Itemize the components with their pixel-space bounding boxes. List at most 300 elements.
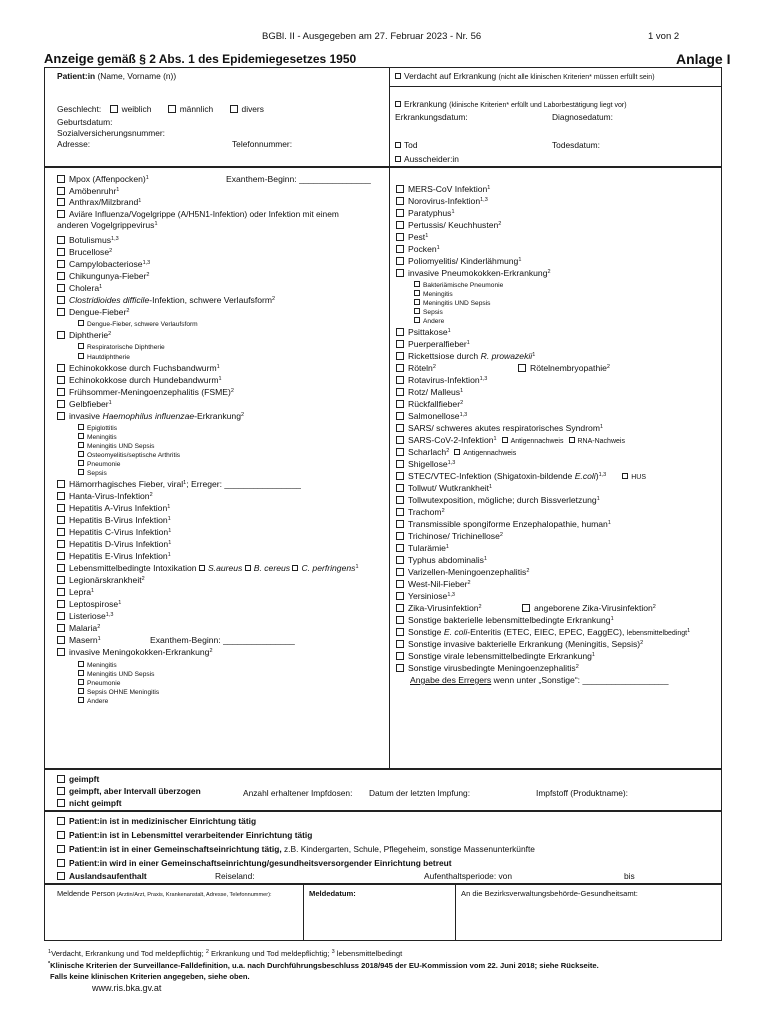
footnote-ref: 2 <box>460 400 464 406</box>
left-item-label: Mpox (Affenpocken) <box>69 174 146 184</box>
right-item-label: Sepsis <box>423 309 443 316</box>
abroad-row: Auslandsaufenthalt <box>57 871 147 881</box>
item-checkbox[interactable] <box>78 320 84 326</box>
item-checkbox[interactable] <box>57 376 65 384</box>
item-checkbox[interactable] <box>414 317 420 323</box>
birthdate-label: Geburtsdatum: <box>57 117 113 127</box>
left-item-label: Clostridioides difficile-Infektion, schwere Verlaufsform <box>69 295 273 305</box>
left-item-16 <box>57 363 220 374</box>
item-checkbox[interactable] <box>78 670 84 676</box>
excreter-checkbox[interactable] <box>395 156 401 162</box>
item-checkbox[interactable] <box>522 604 530 612</box>
left-item-20 <box>57 411 244 422</box>
item-checkbox[interactable] <box>518 364 526 372</box>
left-item-label: Diphtherie <box>69 330 109 340</box>
right-item-2 <box>396 208 455 219</box>
left-item-label: Frühsommer-Meningoenzephalitis (FSME) <box>69 387 231 397</box>
left-item-label: Chikungunya-Fieber <box>69 271 147 281</box>
right-item-label: Sonstige bakterielle lebensmittelbedingte Erkrankung <box>408 615 611 625</box>
reporter-label: Meldende Person (Arztin/Arzt, Praxis, Krankenanstalt, Adresse, Telefonnummer): <box>57 889 272 898</box>
item-checkbox[interactable] <box>292 565 298 571</box>
patient-label: Patient:in (Name, Vorname (n)) <box>57 71 177 81</box>
item-checkbox[interactable] <box>78 343 84 349</box>
footnote-ref: 1 <box>518 257 522 263</box>
footnote-ref: 2 <box>209 648 213 654</box>
left-item-40 <box>57 635 101 646</box>
footnote-ref: 2 <box>478 604 482 610</box>
item-checkbox[interactable] <box>57 552 65 560</box>
item-checkbox[interactable] <box>57 648 65 656</box>
left-item-17 <box>57 375 222 386</box>
left-item-label: Sepsis OHNE Meningitis <box>87 689 160 696</box>
item-checkbox[interactable] <box>396 544 404 552</box>
ssn-label: Sozialversicherungsnummer: <box>57 128 165 138</box>
right-item-label: Trichinose/ Trichinellose <box>408 531 500 541</box>
footnote-ref: 1 <box>460 388 464 394</box>
footnote-ref: 2 <box>652 604 656 610</box>
left-item-label: Malaria <box>69 623 98 633</box>
item-checkbox[interactable] <box>57 540 65 548</box>
footnote-ref: 2 <box>109 248 113 254</box>
patient-box <box>44 67 722 167</box>
suspect-checkbox[interactable] <box>395 73 401 79</box>
excreter-row: Ausscheider:in <box>395 154 459 164</box>
item-checkbox[interactable] <box>414 290 420 296</box>
right-item-label: Angabe des Erregers <box>410 675 492 685</box>
disease-checkbox[interactable] <box>395 101 401 107</box>
right-item-label: Puerperalfieber <box>408 339 467 349</box>
vacc-overdue-checkbox[interactable] <box>57 787 65 795</box>
med-facility-row: Patient:in ist in medizinischer Einrichtung tätig <box>57 816 256 826</box>
left-item-label: Meningitis UND Sepsis <box>87 443 155 450</box>
footnote-ref: 1 <box>687 628 691 634</box>
vacc-yes-row: geimpft <box>57 774 99 784</box>
item-checkbox[interactable] <box>396 640 404 648</box>
right-item-label: Transmissible spongiforme Enzephalopathie, human <box>408 519 608 529</box>
left-item-label: Hepatitis E-Virus Infektion <box>69 551 168 561</box>
right-item-25 <box>396 471 646 483</box>
right-item-label: Psittakose <box>408 327 448 337</box>
footnote-ref: 2 <box>499 532 503 538</box>
right-item-26 <box>396 483 492 494</box>
item-checkbox[interactable] <box>57 612 65 620</box>
right-item-28 <box>396 507 445 518</box>
report-date-label: Meldedatum: <box>309 889 356 898</box>
right-item-label: Sonstige E. coli-Enteritis (ETEC, EIEC, EPEC, EaggEC), lebensmittelbedingt <box>408 627 688 637</box>
left-item-12 <box>78 320 198 330</box>
death-date-label: Todesdatum: <box>552 140 600 150</box>
right-item-label: Röteln <box>408 363 433 373</box>
item-checkbox[interactable] <box>57 296 65 304</box>
left-item-label: Pneumonie <box>87 461 121 468</box>
item-checkbox[interactable] <box>396 257 404 265</box>
item-checkbox[interactable] <box>57 260 65 268</box>
item-checkbox[interactable] <box>57 331 65 339</box>
sex-diverse-checkbox[interactable] <box>230 105 238 113</box>
left-item-label: Andere <box>87 698 109 705</box>
not-vaccinated-checkbox[interactable] <box>57 799 65 807</box>
right-item-14 <box>396 339 470 350</box>
right-item-extra-label: Rötelnembryopathie <box>530 363 607 373</box>
option-label: Antigennachweis <box>510 438 564 445</box>
left-item-label: Amöbenruhr <box>69 185 117 196</box>
dose-count-label: Anzahl erhaltener Impfdosen: <box>243 788 353 798</box>
left-item-0 <box>57 174 149 185</box>
right-item-41 <box>396 663 579 674</box>
footnote-ref: 1 <box>596 496 600 502</box>
item-checkbox[interactable] <box>396 424 404 432</box>
footnote-ref: 1 <box>610 616 614 622</box>
left-item-label: Meningitis UND Sepsis <box>87 671 155 678</box>
footnote-ref: 1 <box>445 544 449 550</box>
country-label: Reiseland: <box>215 871 255 881</box>
item-checkbox[interactable] <box>78 433 84 439</box>
vaccinated-checkbox[interactable] <box>57 775 65 783</box>
right-item-label: STEC/VTEC-Infektion (Shigatoxin-bildende E.coli) <box>408 471 599 481</box>
item-checkbox[interactable] <box>57 492 65 500</box>
item-checkbox[interactable] <box>396 400 404 408</box>
footnote-ref: 1 <box>425 233 429 239</box>
item-checkbox[interactable] <box>57 412 65 420</box>
item-checkbox[interactable] <box>396 496 404 504</box>
annex-label: Anlage I <box>676 51 731 67</box>
item-checkbox[interactable] <box>396 352 404 360</box>
right-item-3 <box>396 220 501 231</box>
footnote-ref: 1,3 <box>480 197 488 203</box>
left-item-label: Gelbfieber <box>69 399 109 409</box>
left-item-38 <box>57 611 113 622</box>
source-url[interactable]: www.ris.bka.gv.at <box>92 983 162 993</box>
footnote-ref: 1 <box>607 520 611 526</box>
left-item-label: Hepatitis D-Virus Infektion <box>69 539 169 549</box>
item-checkbox[interactable] <box>414 308 420 314</box>
left-item-label: invasive Haemophilus influenzae-Erkrankung <box>69 411 241 421</box>
item-checkbox[interactable] <box>396 484 404 492</box>
right-item-label: Meningitis <box>423 291 453 298</box>
authority-label: An die Bezirksverwaltungsbehörde-Gesundheitsamt: <box>461 889 638 898</box>
footnote-ref: 2 <box>640 640 644 646</box>
left-item-41 <box>57 647 213 658</box>
item-checkbox[interactable] <box>57 236 65 244</box>
disease-divider <box>389 167 390 769</box>
item-checkbox[interactable] <box>396 604 404 612</box>
left-item-19 <box>57 399 112 410</box>
item-checkbox[interactable] <box>78 688 84 694</box>
gazette-line: BGBl. II - Ausgegeben am 27. Februar 2023 - Nr. 56 <box>262 31 482 42</box>
left-item-label: Cholera <box>69 283 100 293</box>
footnote-ref: 1 <box>489 484 493 490</box>
item-checkbox[interactable] <box>57 175 65 183</box>
footnote-ref: 1 <box>118 600 122 606</box>
footnote-ref: 2 <box>441 508 445 514</box>
left-item-extra: Exanthem-Beginn: _______________ <box>150 635 295 645</box>
item-checkbox[interactable] <box>78 424 84 430</box>
footnote-ref: 1 <box>183 480 187 486</box>
item-checkbox[interactable] <box>396 556 404 564</box>
item-checkbox[interactable] <box>396 628 404 636</box>
footnote-ref: 1 <box>145 175 149 181</box>
item-checkbox[interactable] <box>569 437 575 443</box>
item-checkbox[interactable] <box>396 532 404 540</box>
left-item-label: Lepra <box>69 587 91 597</box>
footnote-ref: 2 <box>146 272 150 278</box>
left-item-label: Anthrax/Milzbrand <box>69 197 139 207</box>
item-checkbox[interactable] <box>57 600 65 608</box>
footnote-ref: 1 <box>108 400 112 406</box>
footnote-star: *Klinische Kriterien der Surveillance-Falldefinition, u.a. nach Durchführungsbeschluss 2018/945 der EU-Kommission vom 22. Juni 2018; siehe Rückseite. <box>48 961 599 970</box>
item-checkbox[interactable] <box>396 376 404 384</box>
item-checkbox[interactable] <box>396 448 404 456</box>
item-checkbox[interactable] <box>396 388 404 396</box>
food-facility-row: Patient:in ist in Lebensmittel verarbeitender Einrichtung tätig <box>57 830 312 840</box>
right-item-label: Rickettsiose durch R. prowazekii <box>408 351 533 361</box>
left-item-label: invasive Meningokokken-Erkrankung <box>69 647 210 657</box>
footnote-ref: 1 <box>436 245 440 251</box>
right-item-20 <box>396 411 467 422</box>
footnote-ref: 2 <box>446 448 450 454</box>
left-item-2 <box>57 197 141 208</box>
vacc-overdue-row: geimpft, aber Intervall überzogen <box>57 786 201 796</box>
footnote-ref: 2 <box>97 624 101 630</box>
item-checkbox[interactable] <box>396 412 404 420</box>
footnote-ref: 1 <box>466 340 470 346</box>
period-to-label: bis <box>624 871 635 881</box>
item-checkbox[interactable] <box>396 233 404 241</box>
item-checkbox[interactable] <box>396 245 404 253</box>
item-checkbox[interactable] <box>396 460 404 468</box>
abroad-checkbox[interactable] <box>57 872 65 880</box>
item-checkbox[interactable] <box>78 451 84 457</box>
item-checkbox[interactable] <box>414 281 420 287</box>
right-item-label: Rotavirus-Infektion <box>408 375 480 385</box>
item-checkbox[interactable] <box>245 565 251 571</box>
item-checkbox[interactable] <box>78 679 84 685</box>
footnote-ref: 1,3 <box>111 236 119 242</box>
item-checkbox[interactable] <box>78 469 84 475</box>
right-item-29 <box>396 519 611 530</box>
item-checkbox[interactable] <box>57 480 65 488</box>
right-item-label: SARS-CoV-2-Infektion <box>408 435 494 445</box>
death-checkbox[interactable] <box>395 142 401 148</box>
community-checkbox[interactable] <box>57 845 65 853</box>
right-item-label: Tollwut/ Wutkrankheit <box>408 483 490 493</box>
footnote-ref: 1 <box>168 540 172 546</box>
left-item-18 <box>57 387 234 398</box>
right-item-label: Sonstige virale lebensmittelbedingte Erkrankung <box>408 651 592 661</box>
item-checkbox[interactable] <box>78 661 84 667</box>
left-item-31 <box>57 527 171 538</box>
right-item-22 <box>396 435 625 447</box>
left-item-30 <box>57 515 171 526</box>
cared-checkbox[interactable] <box>57 859 65 867</box>
form-title-main: Anzeige <box>44 51 94 66</box>
footnote-ref: 2 <box>126 308 130 314</box>
left-item-label: Listeriose <box>69 611 106 621</box>
right-item-23 <box>396 447 516 459</box>
item-checkbox[interactable] <box>396 520 404 528</box>
footnote-ref: 1,3 <box>447 592 455 598</box>
left-item-14 <box>78 343 165 353</box>
right-item-18 <box>396 387 463 398</box>
left-item-label: Epiglottitis <box>87 425 118 432</box>
diagnosis-date-label: Diagnosedatum: <box>552 112 613 122</box>
right-item-34 <box>396 579 471 590</box>
form-title-rest: gemäß § 2 Abs. 1 des Epidemiegesetzes 1950 <box>93 52 357 66</box>
item-checkbox[interactable] <box>57 624 65 632</box>
left-item-label: Dengue-Fieber <box>69 307 127 317</box>
item-checkbox[interactable] <box>57 516 65 524</box>
patient-divider <box>389 67 390 167</box>
left-item-label: Masern <box>69 635 98 645</box>
item-checkbox[interactable] <box>57 272 65 280</box>
right-item-label: SARS/ schweres akutes respiratorisches Syndrom <box>408 423 600 433</box>
footnote-ref: 1,3 <box>105 612 114 618</box>
left-item-32 <box>57 539 171 550</box>
item-checkbox[interactable] <box>396 221 404 229</box>
right-item-0 <box>396 184 490 195</box>
item-checkbox[interactable] <box>57 528 65 536</box>
left-item-label: anderen Vogelgrippevirus <box>57 220 155 230</box>
item-checkbox[interactable] <box>396 508 404 516</box>
item-checkbox[interactable] <box>502 437 508 443</box>
item-checkbox[interactable] <box>78 460 84 466</box>
item-checkbox[interactable] <box>57 636 65 644</box>
item-checkbox[interactable] <box>57 576 65 584</box>
right-item-label: Rotz/ Malleus <box>408 387 461 397</box>
item-checkbox[interactable] <box>57 564 65 572</box>
item-checkbox[interactable] <box>57 400 65 408</box>
item-checkbox[interactable] <box>57 210 65 218</box>
item-checkbox[interactable] <box>396 209 404 217</box>
right-item-label: Yersiniose <box>408 591 448 601</box>
item-checkbox[interactable] <box>396 185 404 193</box>
item-checkbox[interactable] <box>396 269 404 277</box>
right-item-30 <box>396 531 503 542</box>
item-checkbox[interactable] <box>396 580 404 588</box>
item-checkbox[interactable] <box>57 364 65 372</box>
right-item-label: Norovirus-Infektion <box>408 196 481 206</box>
left-item-26 <box>78 469 107 479</box>
left-item-6 <box>57 247 112 258</box>
right-item-label: invasive Pneumokokken-Erkrankung <box>408 268 548 278</box>
left-item-label: Dengue-Fieber, schwere Verlaufsform <box>87 321 198 328</box>
footnote-ref: 1 <box>168 528 172 534</box>
left-item-label: Meningitis <box>87 434 117 441</box>
right-item-38 <box>396 627 690 639</box>
item-checkbox[interactable] <box>622 473 628 479</box>
item-checkbox[interactable] <box>396 472 404 480</box>
left-item-8 <box>57 271 149 282</box>
right-item-label: Pertussis/ Keuchhusten <box>408 220 499 230</box>
footnote-ref: 1,3 <box>459 412 468 418</box>
item-checkbox[interactable] <box>396 436 404 444</box>
form-title <box>44 51 356 66</box>
left-item-37 <box>57 599 121 610</box>
address-label: Adresse: <box>57 139 91 149</box>
item-checkbox[interactable] <box>57 187 65 195</box>
item-checkbox[interactable] <box>78 697 84 703</box>
right-item-label: Tollwutexposition, mögliche; durch Bissverletzung <box>408 495 597 505</box>
footnote-ref: 2 <box>547 269 551 275</box>
option-label: C. perfringens <box>301 563 356 573</box>
option-label: B. cereus <box>253 563 291 573</box>
right-item-19 <box>396 399 463 410</box>
page-number: 1 von 2 <box>648 31 680 42</box>
right-item-label: Rückfallfieber <box>408 399 461 409</box>
item-checkbox[interactable] <box>396 652 404 660</box>
item-checkbox[interactable] <box>57 504 65 512</box>
item-checkbox[interactable] <box>396 328 404 336</box>
footnote-ref: 1 <box>216 364 220 370</box>
item-checkbox[interactable] <box>414 299 420 305</box>
footnote-ref: 2 <box>149 492 153 498</box>
item-checkbox[interactable] <box>57 248 65 256</box>
status-divider <box>389 86 722 87</box>
item-checkbox[interactable] <box>396 364 404 372</box>
left-item-label: Meningitis <box>87 662 117 669</box>
left-item-7 <box>57 259 150 270</box>
left-item-34 <box>57 563 359 574</box>
right-item-label: Typhus abdominalis <box>408 555 484 565</box>
item-checkbox[interactable] <box>57 308 65 316</box>
option-label: HUS <box>631 474 647 481</box>
left-item-label: Echinokokkose durch Hundebandwurm <box>69 375 219 385</box>
item-checkbox[interactable] <box>78 442 84 448</box>
sex-male-checkbox[interactable] <box>168 105 176 113</box>
left-item-label: Campylobacteriose <box>69 259 143 269</box>
item-checkbox[interactable] <box>396 592 404 600</box>
right-item-label: MERS-CoV Infektion <box>408 184 488 194</box>
left-item-label: Legionärskrankheit <box>69 575 142 585</box>
cared-row: Patient:in wird in einer Gemeinschaftseinrichtung/gesundheitsversorgender Einrichtung betreut <box>57 858 452 868</box>
period-label: Aufenthaltsperiode: von <box>424 871 512 881</box>
sex-row: Geschlecht: weiblich männlich divers <box>57 104 264 114</box>
food-facility-checkbox[interactable] <box>57 831 65 839</box>
disease-date-label: Erkrankungsdatum: <box>395 112 468 122</box>
footnote-ref: 1 <box>116 186 120 193</box>
item-checkbox[interactable] <box>78 353 84 359</box>
item-checkbox[interactable] <box>396 197 404 205</box>
right-item-extra <box>518 363 610 374</box>
footnote-ref: 2 <box>108 331 112 337</box>
right-item-31 <box>396 543 449 554</box>
item-checkbox[interactable] <box>57 198 65 206</box>
footnote-ref: 1 <box>591 652 595 658</box>
item-checkbox[interactable] <box>396 568 404 576</box>
left-item-29 <box>57 503 170 514</box>
right-item-label: Salmonellose <box>408 411 460 421</box>
item-checkbox[interactable] <box>396 616 404 624</box>
left-item-label: Hautdiphtherie <box>87 354 130 361</box>
right-item-extra-label: angeborene Zika-Virusinfektion <box>534 603 653 613</box>
right-item-label: Sonstige invasive bakterielle Erkrankung (Meningitis, Sepsis) <box>408 639 641 649</box>
item-checkbox[interactable] <box>396 664 404 672</box>
right-item-13 <box>396 327 451 338</box>
item-checkbox[interactable] <box>57 284 65 292</box>
item-checkbox[interactable] <box>199 565 205 571</box>
item-checkbox[interactable] <box>396 340 404 348</box>
item-checkbox[interactable] <box>454 449 460 455</box>
disease-row: Erkrankung (klinische Kriterien* erfüllt und Laborbestätigung liegt vor) <box>395 99 627 109</box>
item-checkbox[interactable] <box>57 588 65 596</box>
vacc-no-row: nicht geimpft <box>57 798 122 808</box>
right-item-24 <box>396 459 455 470</box>
right-item-16 <box>396 363 436 374</box>
sex-female-checkbox[interactable] <box>110 105 118 113</box>
med-facility-checkbox[interactable] <box>57 817 65 825</box>
right-item-label: Sonstige virusbedingte Meningoenzephalitis <box>408 663 576 673</box>
item-checkbox[interactable] <box>57 388 65 396</box>
